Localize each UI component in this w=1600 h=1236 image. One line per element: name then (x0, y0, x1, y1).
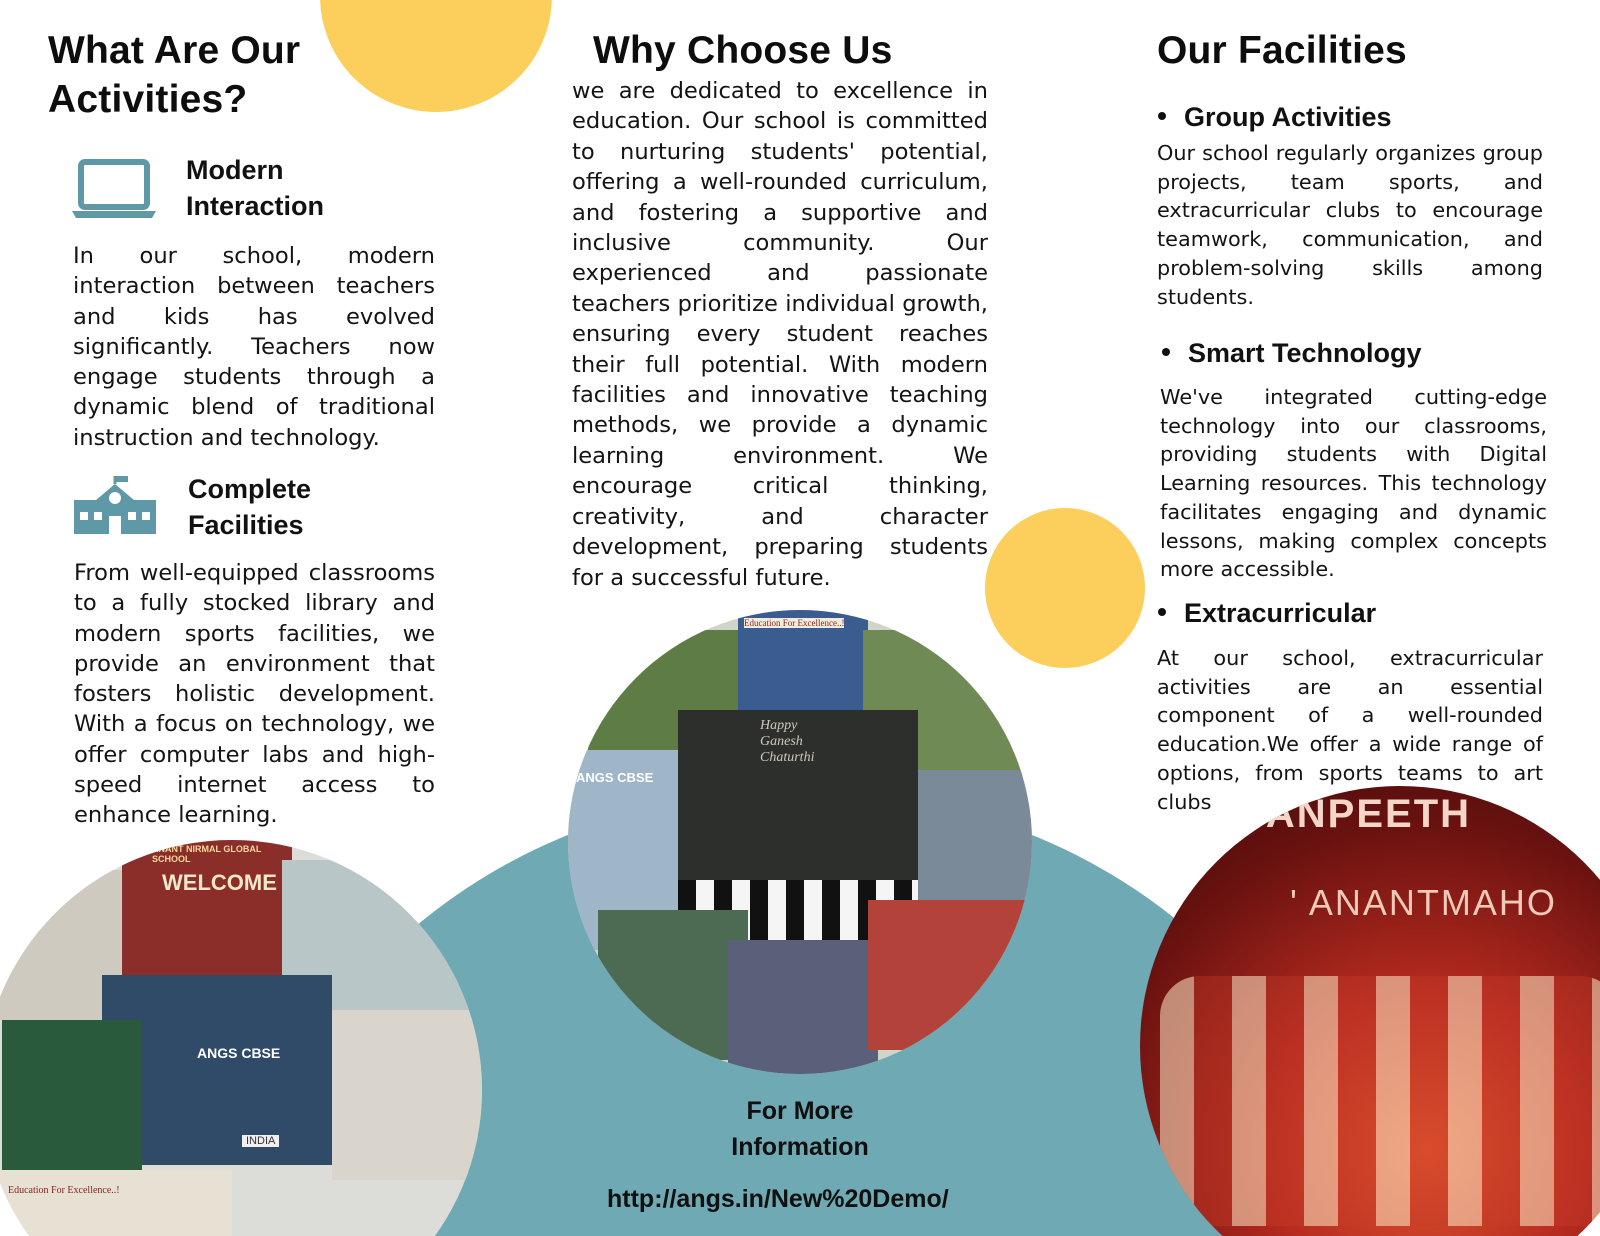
bullet-icon (1162, 348, 1170, 356)
group-activities-title (1158, 100, 1392, 134)
welcome-banner-text: WELCOME (162, 870, 277, 895)
collage-tile-welcome (122, 840, 292, 980)
why-choose-us-heading: Why Choose Us (593, 29, 893, 72)
stage-performers (1160, 976, 1600, 1226)
activities-photo-collage (0, 840, 482, 1236)
complete-facilities-text: From well-equipped classrooms to a fully stocked library and modern sports facilities, we provide an environment that fosters holistic development. With a focus on technology, we offer computer labs and high-speed internet access to enhance learning. (74, 560, 435, 829)
chalkboard-line3: Chaturthi (760, 750, 815, 765)
rocket-label: INDIA (242, 1135, 279, 1147)
chalkboard-line1: Happy (760, 718, 798, 733)
group-activities-title-text: Group Activities (1184, 102, 1392, 132)
school-building-icon (72, 476, 158, 536)
collage-tile-group-bottom-left (598, 910, 748, 1060)
bullet-icon (1158, 112, 1166, 120)
board-label: ANGS CBSE (197, 1045, 281, 1061)
extracurricular-title (1158, 596, 1376, 630)
complete-facilities-title (188, 471, 311, 543)
smart-technology-text: We've integrated cutting-edge technology into our classrooms, providing students with Digital Learning resources. This technology facilitates engaging and dynamic lessons, making complex concepts more accessible. (1160, 385, 1547, 582)
collage-tile-chalkboard (678, 710, 918, 880)
activities-heading-line1: What Are Our (48, 29, 301, 72)
activities-heading-line2: Activities? (48, 78, 248, 121)
collage-tile-butterflies (2, 1020, 142, 1180)
modern-interaction-text: In our school, modern interaction between teachers and kids has evolved significantly. Teachers now engage students through a dynamic blend of traditional instruction and technology. (73, 243, 435, 451)
more-info-line1: For More (746, 1097, 854, 1125)
smart-technology-title (1162, 336, 1422, 370)
extracurricular-text: At our school, extracurricular activities are an essential component of a well-rounded education.We offer a wide range of options, from sports teams to art clubs (1157, 646, 1543, 814)
smart-technology-title-text: Smart Technology (1188, 338, 1422, 368)
bullet-icon (1158, 608, 1166, 616)
stage-performance-photo (1140, 786, 1600, 1236)
collage-tile-sign-bottom (0, 1170, 232, 1236)
collage-tile-ganesh-sculpture (918, 770, 1032, 910)
stage-banner-top: NYANPEETH (1210, 792, 1472, 836)
complete-facilities-title-line2: Facilities (188, 510, 304, 540)
group-activities-text: Our school regularly organizes group projects, team sports, and extracurricular clubs to encourage teamwork, communication, and problem-solving skills among students. (1157, 141, 1543, 309)
stage-banner-mid: ' ANANTMAHO (1290, 882, 1557, 923)
yellow-circle-top (320, 0, 552, 112)
chalkboard-line2: Ganesh (760, 734, 803, 749)
modern-interaction-title (186, 152, 324, 224)
collage-tile-hall (332, 1010, 482, 1180)
collage-board-label: ANGS CBSE (576, 770, 654, 785)
collage-tile-painting (868, 900, 1028, 1050)
activities-heading (48, 26, 300, 124)
collage-tile-students-top (738, 610, 868, 720)
laptop-icon (72, 158, 156, 220)
more-info-line2: Information (731, 1133, 869, 1161)
collage-top-banner: Education For Excellence..! (744, 618, 845, 628)
collage-tile-group-bottom (728, 940, 878, 1074)
modern-interaction-title-line2: Interaction (186, 191, 325, 221)
chalkboard-greeting (760, 718, 814, 766)
modern-interaction-title-line1: Modern (186, 155, 284, 185)
website-link[interactable]: http://angs.in/New%20Demo/ (607, 1185, 949, 1213)
why-choose-us-text: we are dedicated to excellence in education. Our school is committed to nurturing students' potential, offering a well-rounded curriculum, and fostering a supportive and inclusive community. Our experienced and passionate teachers prioritize individual growth, ensuring every student reaches their full potential. With modern facilities and innovative teaching methods, we provide a dynamic learning environment. We encourage critical thinking, creativity, and character development, preparing students for a successful future. (572, 78, 988, 591)
more-information-label (700, 1093, 900, 1165)
ganesh-chaturthi-photo-collage (568, 610, 1032, 1074)
welcome-school-sign: ANANT NIRMAL GLOBAL SCHOOL (152, 844, 262, 864)
facilities-heading: Our Facilities (1157, 29, 1407, 72)
extracurricular-title-text: Extracurricular (1184, 598, 1377, 628)
complete-facilities-title-line1: Complete (188, 474, 312, 504)
collage-footer-sign: Education For Excellence..! (8, 1185, 120, 1196)
